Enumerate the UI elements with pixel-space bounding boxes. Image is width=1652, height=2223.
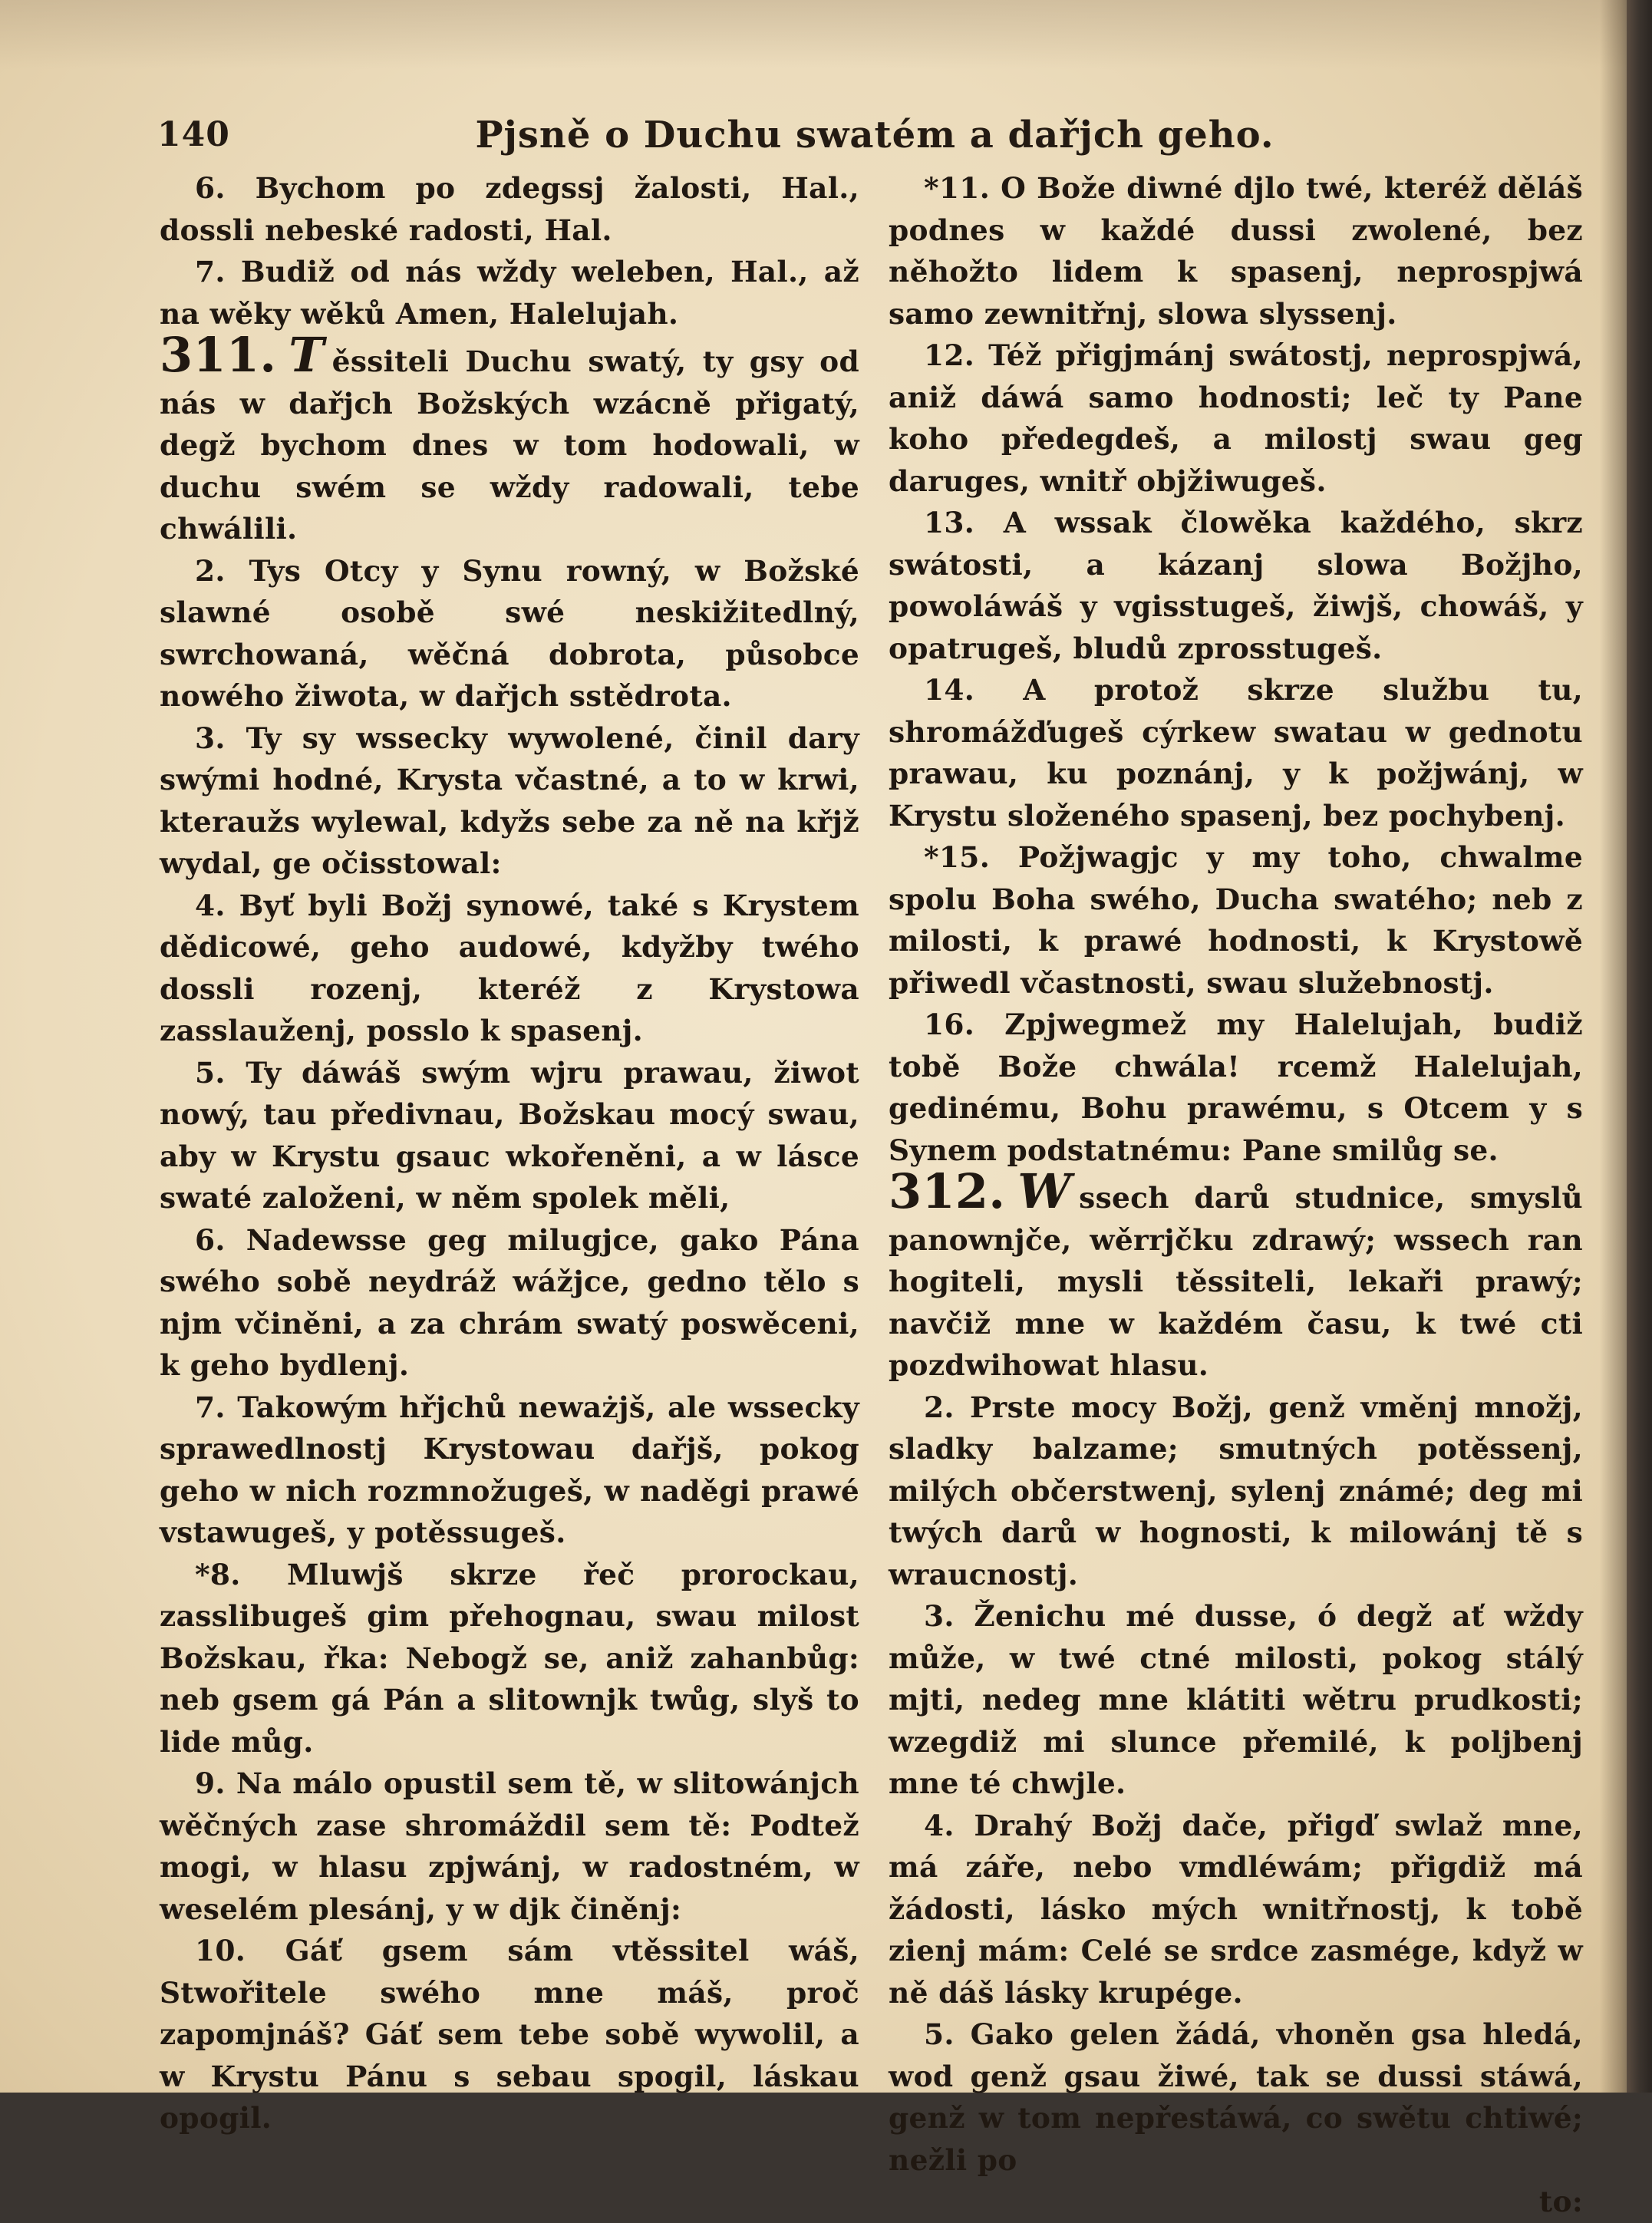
right-column	[889, 167, 1583, 2223]
page-top-shade	[0, 0, 1631, 69]
verse: 2. Prste mocy Božj, genž vměnj množj, sladky balzame; smutných potěssenj, milých občerstwenj, sylenj známé; deg mi twých darů w hognosti, k milowánj tě s wraucnostj.	[889, 1390, 1583, 1591]
verse: 4. Drahý Božj dače, přigď swlaž mne, má záře, nebo vmdléwám; přigdiž má žádosti, lásko mých wnitřnostj, k tobě zienj mám: Celé se srdce zasmége, když w ně dáš lásky krupége.	[889, 1808, 1583, 2010]
page-number: 140	[157, 115, 230, 154]
verse: 9. Na málo opustil sem tě, w slitowánjch wěčných zase shromáždil sem tě: Podtež mogi, w hlasu zpjwánj, w radostném, w weselém plesánj, y w djk činěnj:	[160, 1766, 859, 1926]
verse: 6. Nadewsse geg milugjce, gako Pána swého sobě neydráž wážjce, gedno tělo s njm včiněni, a za chrám swatý poswěceni, k geho bydlenj.	[160, 1222, 859, 1382]
verse-text: ssech darů studnice, smyslů panownjče, wěrrjčku zdrawý; wssech ran hogiteli, mysli těssiteli, lekaři prawý; navčiž mne w každém času, k twé cti pozdwihowat hlasu.	[889, 1181, 1583, 1382]
verse: 14. A protož skrze službu tu, shromážďugeš cýrkew swatau w gednotu prawau, ku poznánj, y k požjwánj, w Krystu složeného spasenj, bez pochybenj.	[889, 673, 1583, 833]
hymn-312-first-verse	[889, 1163, 1583, 1387]
catchword: to:	[1538, 2185, 1583, 2218]
running-title: Pjsně o Duchu swatém a dařjch geho.	[475, 114, 1274, 157]
verse: 10. Gáť gsem sám vtěssitel wáš, Stwořitele swého mne máš, proč zapomjnáš? Gáť sem tebe sobě wywolil, a w Krystu Pánu s sebau spogil, láskau opogil.	[160, 1934, 859, 2135]
verse: 5. Gako gelen žádá, vhoněn gsa hledá, wod genž gsau žiwé, tak se dussi stáwá, genž w tom nepřestáwá, co swětu chtiwé; nežli po	[889, 2017, 1583, 2177]
verse: 4. Byť byli Božj synowé, také s Krystem dědicowé, geho audowé, kdyžby twého dossli rozenj, kteréž z Krystowa zasslauženj, posslo k spasenj.	[160, 888, 859, 1047]
book-binding-edge	[1627, 0, 1652, 2093]
verse: *15. Požjwagjc y my toho, chwalme spolu Boha swého, Ducha swatého; neb z milosti, k prawé hodnosti, k Krystowě přiwedl včastnosti, swau služebnostj.	[889, 840, 1583, 1000]
drop-cap-letter: W	[1017, 1163, 1072, 1219]
verse: 3. Ty sy wssecky wywolené, činil dary swými hodné, Krysta včastné, a to w krwi, kteraužs wylewal, kdyžs sebe za ně na křjž wydal, ge očisstowal:	[160, 721, 859, 880]
verse: *8. Mluwjš skrze řeč prorockau, zasslibugeš gim přehognau, swau milost Božskau, řka: Nebogž se, aniž zahanbůg: neb gsem gá Pán a slitownjk twůg, slyš to lide můg.	[160, 1557, 859, 1759]
verse: 16. Zpjwegmež my Halelujah, budiž tobě Bože chwála! rcemž Halelujah, gedinému, Bohu prawému, s Otcem y s Synem podstatnému: Pane smilůg se.	[889, 1008, 1583, 1167]
verse: 3. Ženichu mé dusse, ó degž ať wždy může, w twé ctné milosti, pokog stálý mjti, nedeg mne klátiti wětru prudkosti; wzegdiž mi slunce přemilé, k poljbenj mne té chwjle.	[889, 1599, 1583, 1800]
hymn-311-first-verse	[160, 327, 859, 550]
verse: 7. Takowým hřjchů neważjš, ale wssecky sprawedlnostj Krystowau dařjš, pokog geho w nich rozmnožugeš, w naděgi prawé vstawugeš, y potěssugeš.	[160, 1390, 859, 1549]
hymn-number: 311.	[160, 327, 277, 383]
verse: 12. Též přigjmánj swátostj, neprospjwá, aniž dáwá samo hodnosti; leč ty Pane koho předegdeš, a milostj swau geg daruges, wnitř objžiwugeš.	[889, 338, 1583, 498]
verse: 7. Budiž od nás wždy weleben, Hal., až na wěky wěků Amen, Halelujah.	[160, 255, 859, 331]
verse: 6. Bychom po zdegssj žalosti, Hal., dossli nebeské radosti, Hal.	[160, 171, 859, 247]
drop-cap-letter: T	[289, 327, 325, 383]
verse: 2. Tys Otcy y Synu rowný, w Božské slawné osobě swé neskižitedlný, swrchowaná, wěčná dobrota, působce nowého žiwota, w dařjch sstědrota.	[160, 553, 859, 713]
verse: *11. O Bože diwné djlo twé, kteréž děláš podnes w každé dussi zwolené, bez něhožto lidem k spasenj, neprospjwá samo zewnitřnj, slowa slyssenj.	[889, 171, 1583, 331]
verse: 13. A wssak člowěka každého, skrz swátosti, a kázanj slowa Božjho, powoláwáš y vgisstugeš, žiwjš, chowáš, y opatrugeš, bludů zprosstugeš.	[889, 506, 1583, 665]
hymn-number: 312.	[889, 1163, 1006, 1219]
left-column	[160, 167, 859, 2139]
verse-text: ěssiteli Duchu swatý, ty gsy od nás w dařjch Božských wzácně přigatý, degž bychom dnes w tom hodowali, w duchu swém se wždy radowali, tebe chwálili.	[160, 345, 859, 546]
page-header	[157, 115, 1592, 169]
verse: 5. Ty dáwáš swým wjru prawau, žiwot nowý, tau předivnau, Božskau mocý swau, aby w Krystu gsauc wkořeněni, a w lásce swaté založeni, w něm spolek měli,	[160, 1055, 859, 1215]
